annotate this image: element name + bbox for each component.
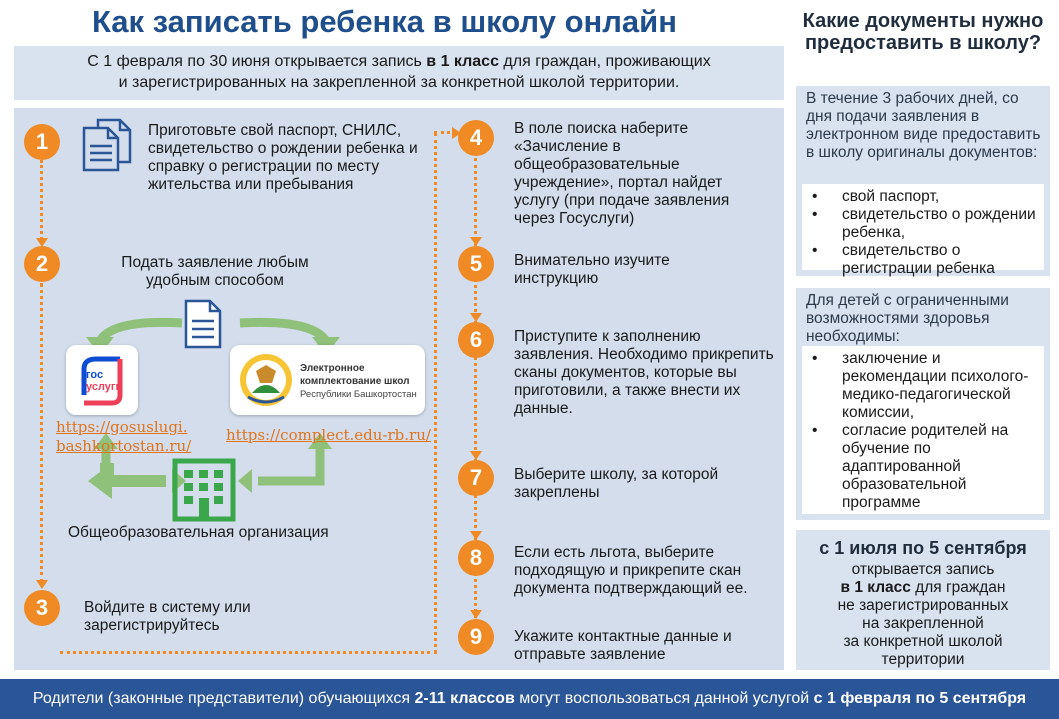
path-arrow-8 [470,531,482,540]
disability-box-heading: Для детей с ограниченными возможностями здоровья необходимы: [806,292,1009,345]
documents-list-item: • свой паспорт, [812,188,940,205]
path-arrow-9 [470,610,482,619]
disability-list-item: • заключение и рекомендации психолого-медико-педагогической комиссии, [812,350,1029,421]
step-1-number: 1 [24,124,60,160]
footer-text-a: Родители (законные представители) обучающихся [32,690,415,707]
summer-line-2-rest: для граждан [910,579,1006,596]
intro-text-c: для граждан, проживающих [498,53,711,70]
complect-link[interactable]: https://complect.edu-rb.ru/ [226,426,431,444]
documents-list [796,184,1050,276]
complect-logo-text-3: Республики Башкортостан [300,389,417,400]
complect-logo-text-2: комплектование школ [300,376,410,387]
footer-text-b: 2-11 классов [414,690,515,707]
summer-line-4: на закрепленной [862,615,984,632]
step-8-number: 8 [458,540,494,576]
summer-line-3: не зарегистрированных [837,597,1009,614]
summer-line-1: открывается запись [851,561,995,578]
path-arrow-3 [36,580,48,589]
intro-text-b: в 1 класс [426,53,499,70]
organization-label: Общеобразовательная организация [68,524,329,541]
right-column-title: Какие документы нужно предоставить в школу? [802,10,1044,54]
summer-enrollment-dates: с 1 июля по 5 сентября [819,538,1027,558]
documents-list-item: • свидетельство о регистрации ребенка [812,242,995,277]
step-7-text: Выберите школу, за которой закреплены [514,466,719,501]
step-6-number: 6 [458,322,494,358]
documents-item-3-text: свидетельство о регистрации ребенка [842,242,995,277]
summer-enrollment-text [796,561,1050,669]
path-line-3-out [60,651,437,654]
gosuslugi-logo-text-1: гос [86,369,104,381]
step-2-text: Подать заявление любым удобным способом [121,254,309,289]
step-3-number: 3 [24,590,60,626]
footer-text-d: с 1 февраля по 5 сентября [813,690,1027,707]
path-line-2-3 [40,283,43,583]
intro-text-a: С 1 февраля по 30 июня открывается запись [87,53,427,70]
step-9-text: Укажите контактные данные и отправьте заявление [514,628,732,663]
page-title: Как записать ребенка в школу онлайн [92,4,677,39]
complect-logo-text-1: Электронное [300,363,365,374]
summer-line-5: за конкретной школой [843,633,1003,650]
documents-icon [80,116,134,172]
disability-item-2-text: согласие родителей на обучение по адаптированной образовательной программе [842,422,1009,511]
path-line-1-2 [40,160,43,240]
intro-text-line2: и зарегистрированных на закрепленной за конкретной школой территории. [118,74,680,91]
complect-logo[interactable] [230,345,425,415]
disability-list-item: • согласие родителей на обучение по адаптированной образовательной программе [812,422,1009,511]
footer-text-c: могут воспользоваться данной услугой [514,690,814,707]
step-5-text: Внимательно изучите инструкцию [514,252,670,287]
path-arrow-7 [470,451,482,460]
step-5-number: 5 [458,246,494,282]
gosuslugi-logo-text-2: услуги [86,381,123,393]
path-arrow-6 [470,313,482,322]
gosuslugi-link-line1: https://gosuslugi. [56,418,188,436]
gosuslugi-logo[interactable] [66,345,138,415]
documents-item-2-text: свидетельство о рождении ребенка, [842,206,1036,241]
step-9-number: 9 [458,619,494,655]
step-4-number: 4 [458,120,494,156]
summer-line-2 [796,579,1050,597]
intro-banner [14,46,784,100]
school-building-icon [172,458,236,522]
disability-list [796,346,1050,520]
step-4-text: В поле поиска наберите «Зачисление в общеобразовательные учреждение», портал найдет услугу (при подаче заявления через Госуслуги) [514,120,730,227]
path-line-up [434,133,437,653]
documents-item-1-text: свой паспорт, [842,188,940,205]
path-arrow-5 [470,237,482,246]
step-8-text: Если есть льгота, выберите подходящую и прикрепите скан документа подтверждающий ее. [514,544,748,597]
bashkortostan-emblem-icon [238,351,294,409]
gosuslugi-link[interactable] [56,418,191,456]
summer-enrollment-box [796,530,1050,670]
application-diagram [70,295,430,535]
step-1-text: Приготовьте свой паспорт, СНИЛС, свидетельство о рождении ребенка и справку о регистрации по месту жительства или пребывания [148,122,418,193]
step-3-text: Войдите в систему или зарегистрируйтесь [84,599,251,634]
documents-list-item: • свидетельство о рождении ребенка, [812,206,1036,241]
disability-item-1-text: заключение и рекомендации психолого-медико-педагогической комиссии, [842,350,1029,421]
summer-line-2-bold: в 1 класс [840,579,911,596]
step-7-number: 7 [458,460,494,496]
gosuslugi-link-line2: bashkortostan.ru/ [56,437,192,455]
footer-banner [0,679,1059,719]
application-document-icon [186,301,220,347]
step-2-number: 2 [24,246,60,282]
step-6-text: Приступите к заполнению заявления. Необходимо прикрепить сканы документов, которые вы приготовили, а также внести их данные. [514,328,774,417]
summer-line-6: территории [881,651,965,668]
documents-box-heading: В течение 3 рабочих дней, со дня подачи заявления в электронном виде предоставить в школу оригиналы документов: [806,90,1041,161]
